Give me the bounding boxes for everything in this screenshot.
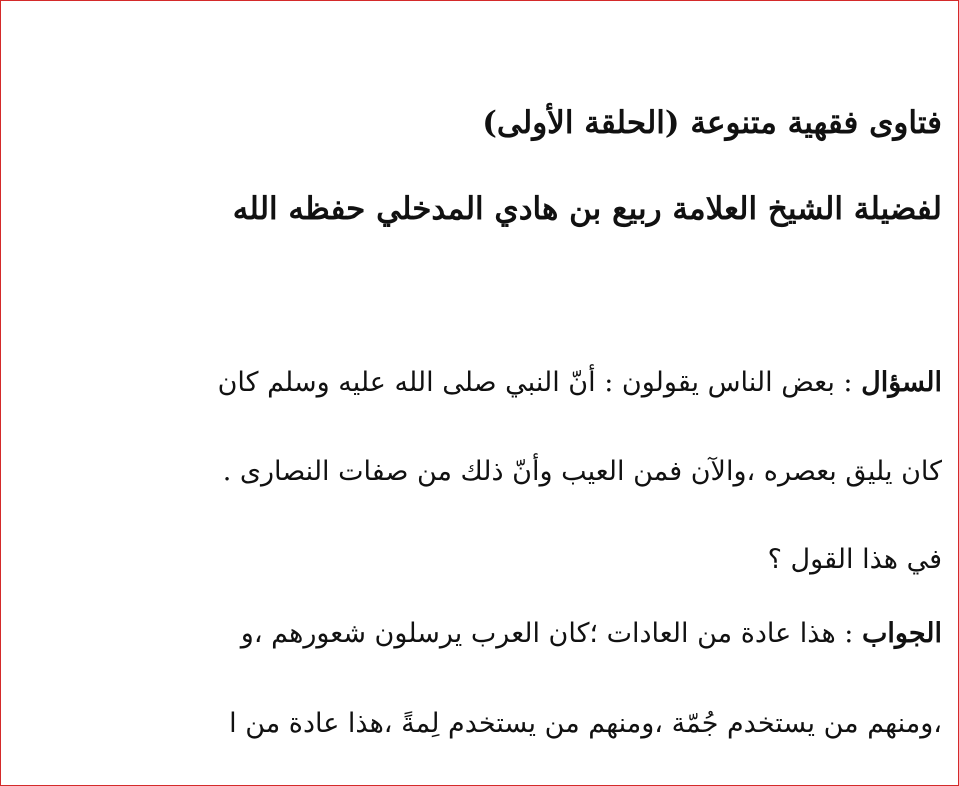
question-label: السؤال	[861, 367, 942, 398]
question-paragraph-line-1	[218, 367, 942, 398]
document-title: فتاوى فقهية متنوعة (الحلقة الأولى)	[482, 105, 942, 141]
question-text-3: في هذا القول ؟	[767, 544, 942, 575]
answer-text-1: : هذا عادة من العادات ؛كان العرب يرسلون شعورهم ،و	[240, 618, 862, 649]
answer-text-2: ،ومنهم من يستخدم جُمّة ،ومنهم من يستخدم لِمةً ،هذا عادة من ا	[229, 708, 942, 739]
answer-label: الجواب	[861, 618, 942, 649]
question-text-2: كان يليق بعصره ،والآن فمن العيب وأنّ ذلك من صفات النصارى .	[222, 456, 942, 487]
question-text-1: : بعض الناس يقولون : أنّ النبي صلى الله عليه وسلم كان	[217, 367, 862, 398]
answer-paragraph-line-1	[241, 618, 942, 649]
document-subtitle: لفضيلة الشيخ العلامة ربيع بن هادي المدخلي حفظه الله	[232, 191, 942, 227]
